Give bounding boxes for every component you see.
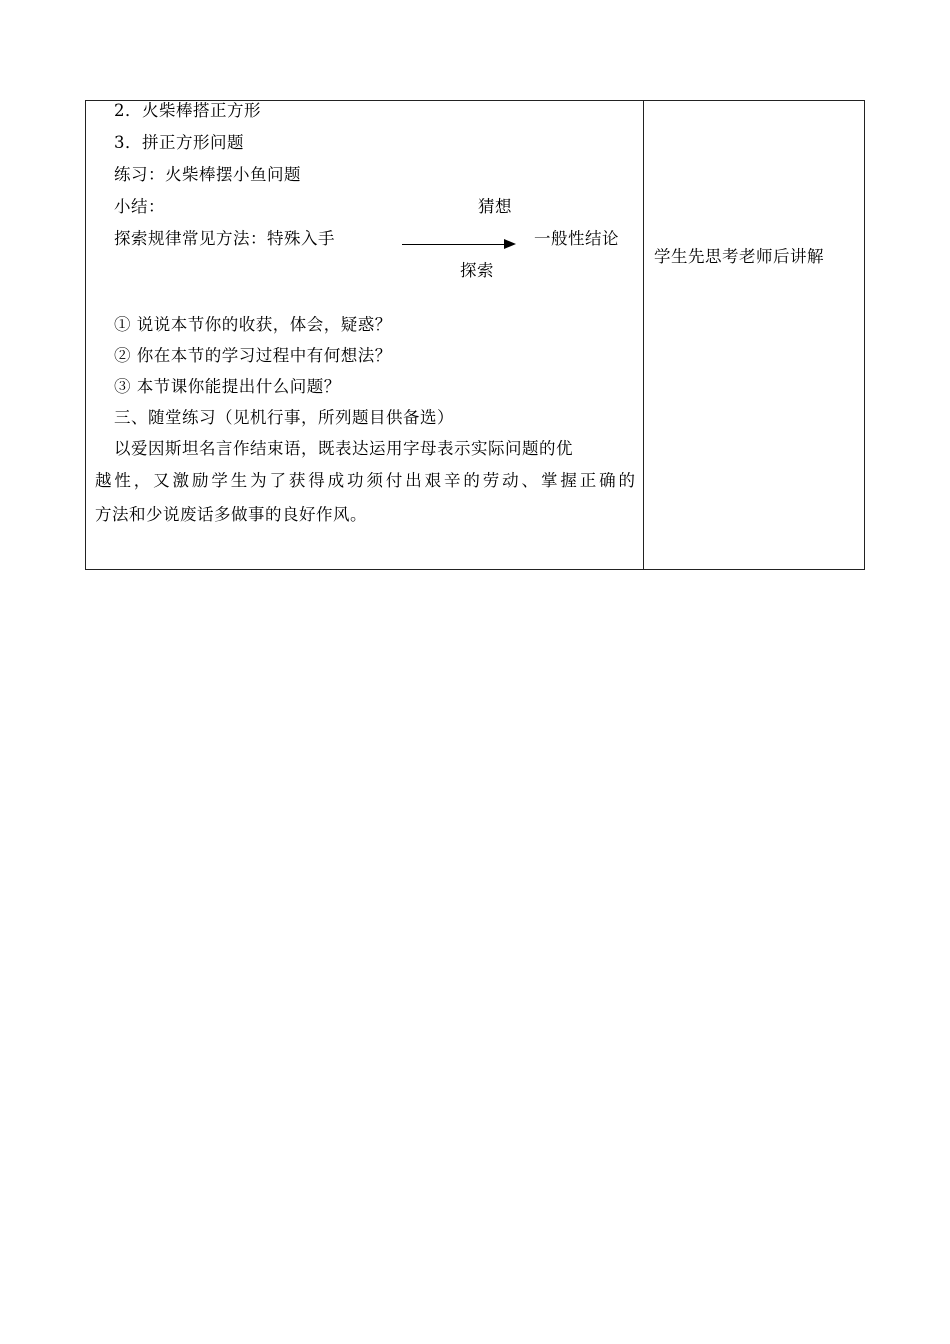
teaching-note: 学生先思考老师后讲解: [654, 247, 824, 266]
reflection-question-3: ③ 本节课你能提出什么问题？: [114, 377, 341, 396]
explore-label: 探索: [460, 261, 494, 280]
content-column: [86, 101, 644, 569]
guess-label: 猜想: [478, 197, 512, 216]
item-practice-fish: 练习：火柴棒摆小鱼问题: [114, 165, 301, 184]
conclusion-label: 一般性结论: [534, 229, 619, 248]
notes-column: [644, 101, 864, 569]
closing-paragraph-line-3: 方法和少说废话多做事的良好作风。: [95, 505, 367, 524]
section-3-title: 三、随堂练习（见机行事，所列题目供备选）: [114, 408, 454, 427]
arrow-right-icon: [504, 239, 516, 249]
closing-paragraph-line-2: 越性，又激励学生为了获得成功须付出艰辛的劳动、掌握正确的: [95, 471, 635, 490]
closing-paragraph-line-1: 以爱因斯坦名言作结束语，既表达运用字母表示实际问题的优: [114, 439, 573, 458]
item-square-puzzle: 3．拼正方形问题: [114, 133, 244, 152]
arrow-shaft: [402, 244, 506, 245]
lesson-table: [85, 100, 865, 570]
method-label: 探索规律常见方法：特殊入手: [114, 229, 335, 248]
reflection-question-1: ① 说说本节你的收获，体会，疑惑？: [114, 315, 392, 334]
summary-label: 小结：: [114, 197, 165, 216]
item-matchstick-squares: 2．火柴棒搭正方形: [114, 101, 261, 120]
reflection-question-2: ② 你在本节的学习过程中有何想法？: [114, 346, 392, 365]
